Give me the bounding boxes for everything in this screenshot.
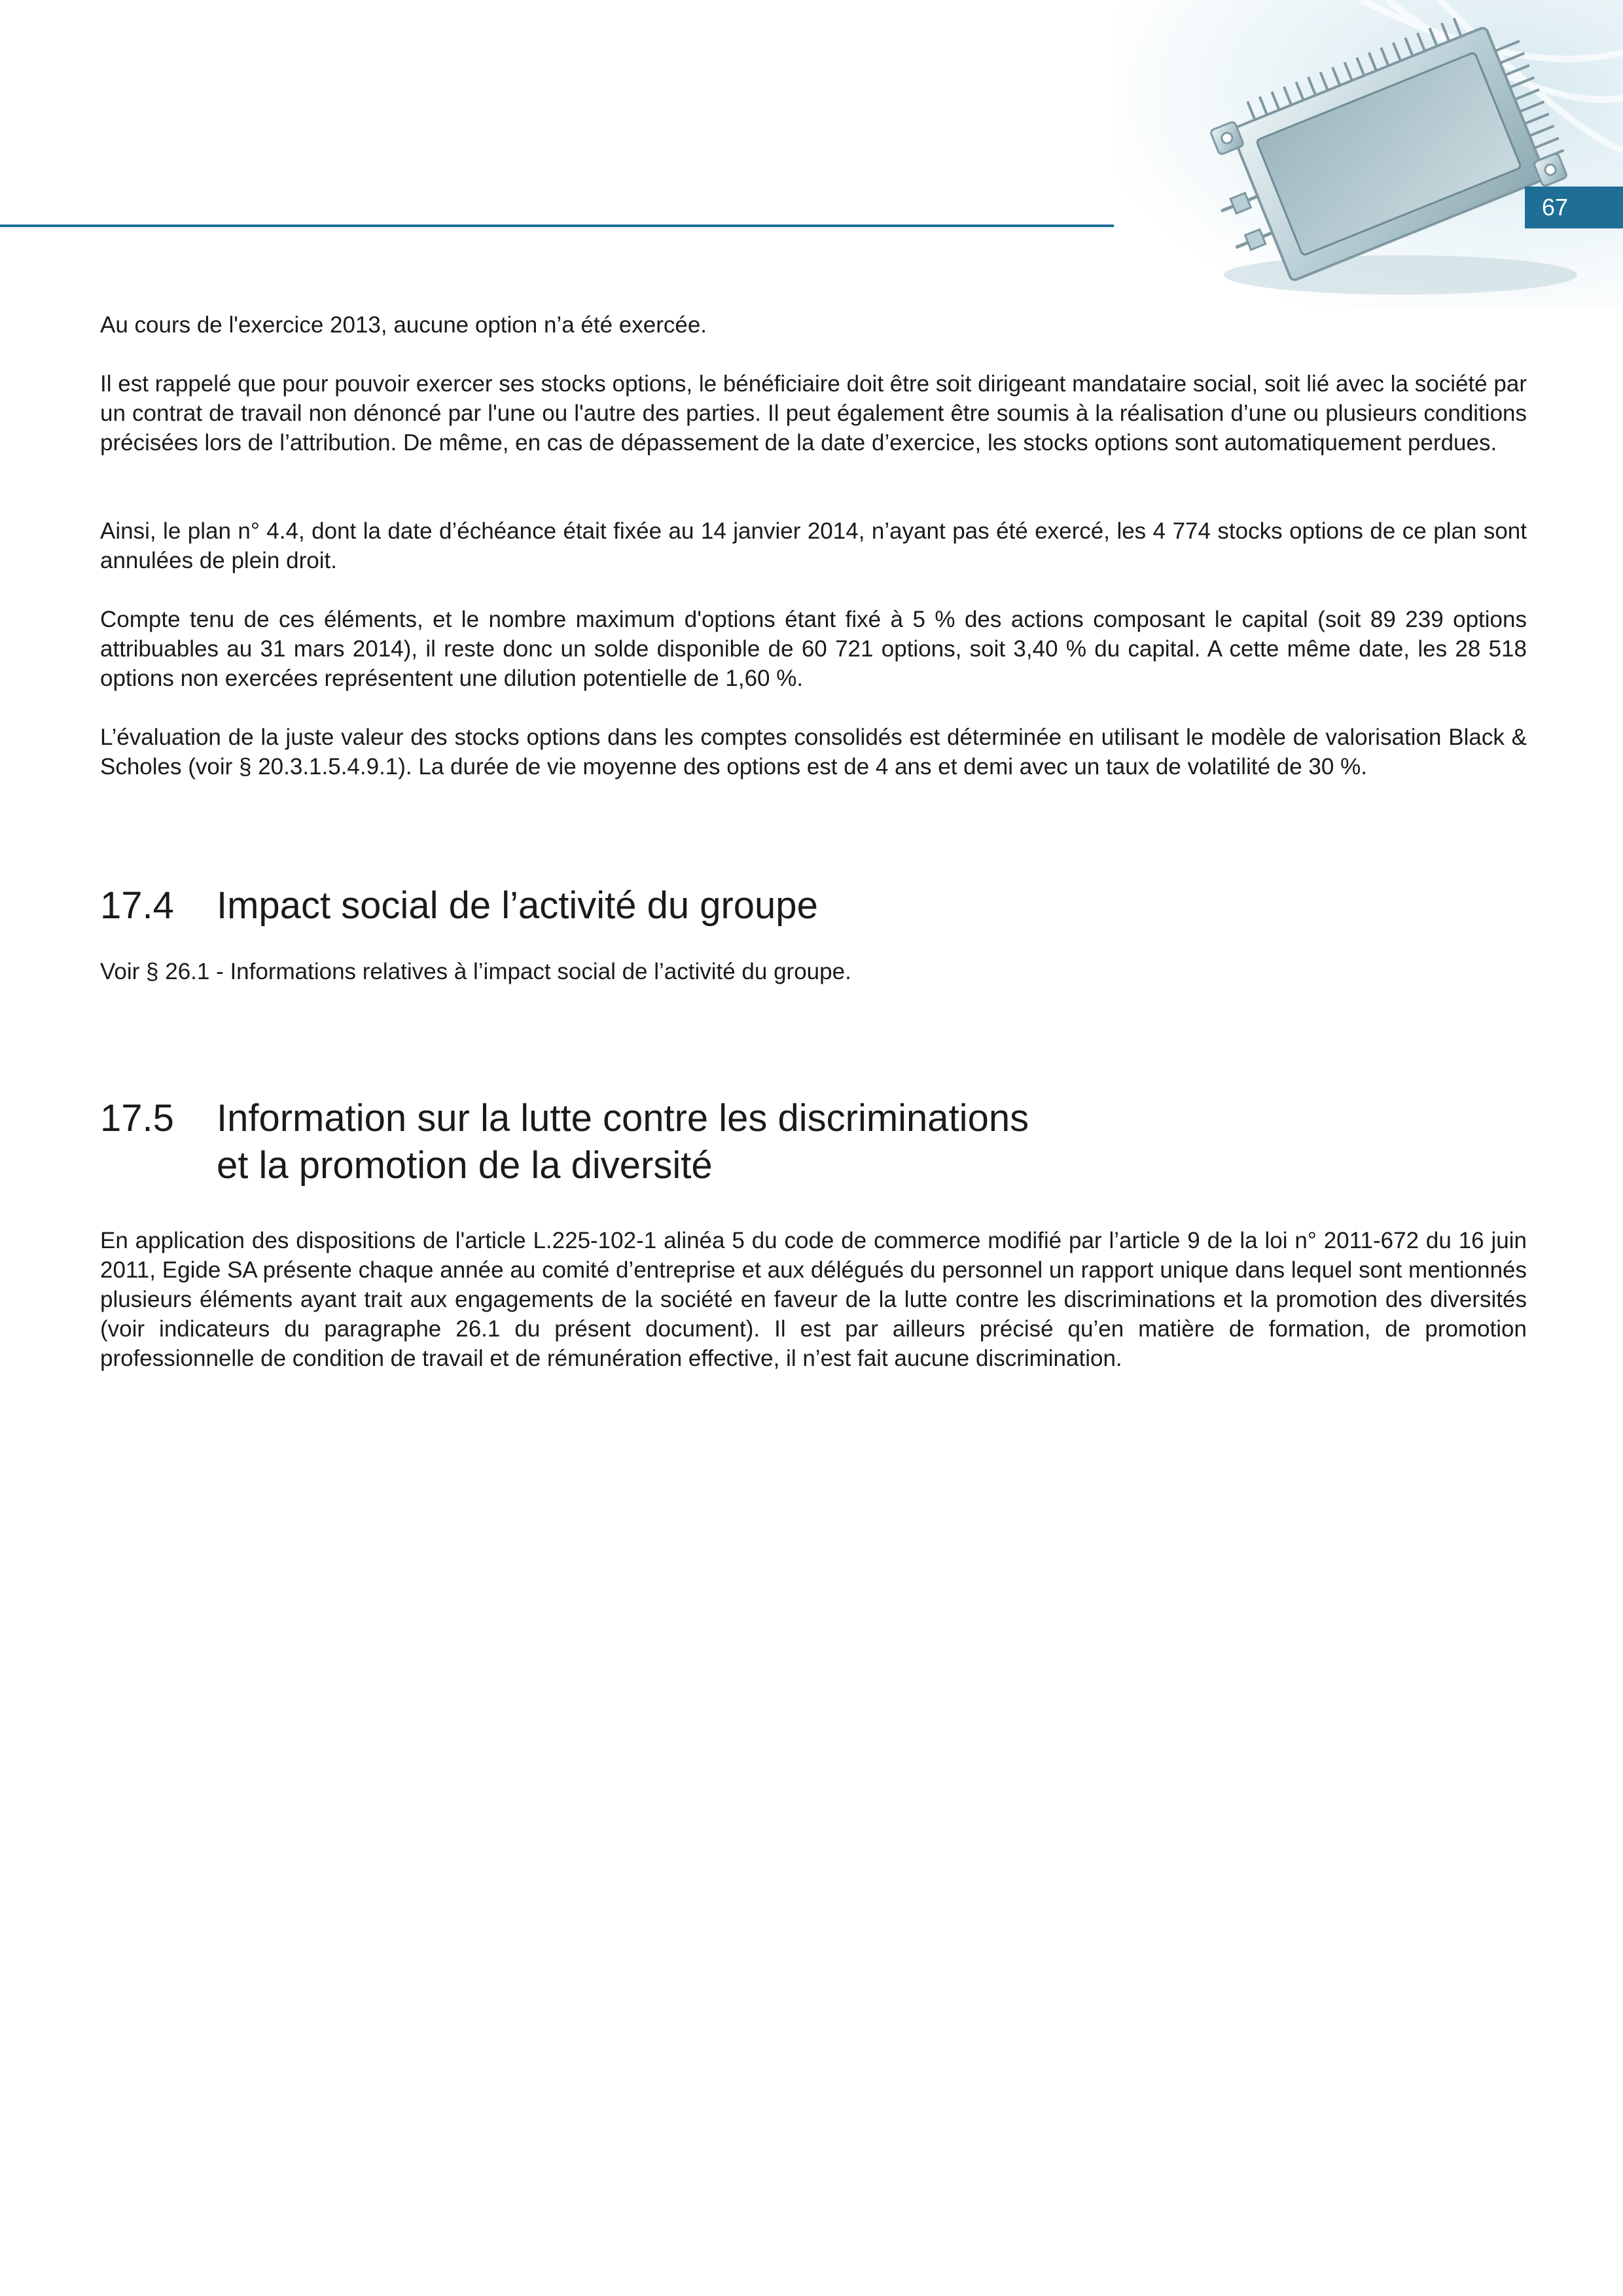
section-number: 17.4 <box>100 884 174 927</box>
page-number-badge: 67 <box>1525 187 1623 228</box>
section-title-line-2: et la promotion de la diversité <box>217 1144 713 1187</box>
section-title <box>217 1095 1460 1189</box>
paragraph-exercise-2013: Au cours de l'exercice 2013, aucune option n’a été exercée. <box>100 312 707 338</box>
header-rule <box>0 224 1114 227</box>
section-17-5-text: En application des dispositions de l'article L.225-102-1 alinéa 5 du code de commerce modifié par l’article 9 de la loi n° 2011-672 du 16 juin 2011, Egide SA présente chaque année au comité d’entreprise et aux délégués du personnel un rapport unique dans lequel sont mentionnés plusieurs éléments ayant trait aux engagements de la société en faveur de la lutte contre les discriminations et la promotion des diversités (voir indicateurs du paragraphe 26.1 du présent document). Il est par ailleurs précisé qu’en matière de formation, de promotion professionnelle de condition de travail et de rémunération effective, il n’est fait aucune discrimination. <box>100 1228 1527 1371</box>
paragraph-conditions: Il est rappelé que pour pouvoir exercer ses stocks options, le bénéficiaire doit être soit dirigeant mandataire social, soit lié avec la société par un contrat de travail non dénoncé par l'une ou l'autre des parties. Il peut également être soumis à la réalisation d’une ou plusieurs conditions précisées lors de l’attribution. De même, en cas de dépassement de la date d’exercice, les stocks options sont automatiquement perdues. <box>100 371 1527 456</box>
section-title-line-1: Information sur la lutte contre les discriminations <box>217 1097 1029 1139</box>
section-17-4-heading <box>100 882 1527 929</box>
section-number: 17.5 <box>100 1097 174 1139</box>
page-content <box>100 306 1527 1373</box>
section-17-4-text: Voir § 26.1 - Informations relatives à l’impact social de l’activité du groupe. <box>100 959 851 984</box>
paragraph-options-balance: Compte tenu de ces éléments, et le nombre maximum d'options étant fixé à 5 % des actions composant le capital (soit 89 239 options attribuables au 31 mars 2014), il reste donc un solde disponible de 60 721 options, soit 3,40 % du capital. A cette même date, les 28 518 options non exercées représentent une dilution potentielle de 1,60 %. <box>100 607 1527 691</box>
section-title: Impact social de l’activité du groupe <box>217 884 818 927</box>
paragraph-plan-4-4: Ainsi, le plan n° 4.4, dont la date d’échéance était fixée au 14 janvier 2014, n’ayant pas été exercé, les 4 774 stocks options de ce plan sont annulées de plein droit. <box>100 518 1527 573</box>
electronic-package-image <box>1113 0 1623 308</box>
section-17-5-heading <box>100 1095 1527 1189</box>
paragraph-black-scholes: L’évaluation de la juste valeur des stocks options dans les comptes consolidés est déterminée en utilisant le modèle de valorisation Black & Scholes (voir § 20.3.1.5.4.9.1). La durée de vie moyenne des options est de 4 ans et demi avec un taux de volatilité de 30 %. <box>100 725 1527 780</box>
